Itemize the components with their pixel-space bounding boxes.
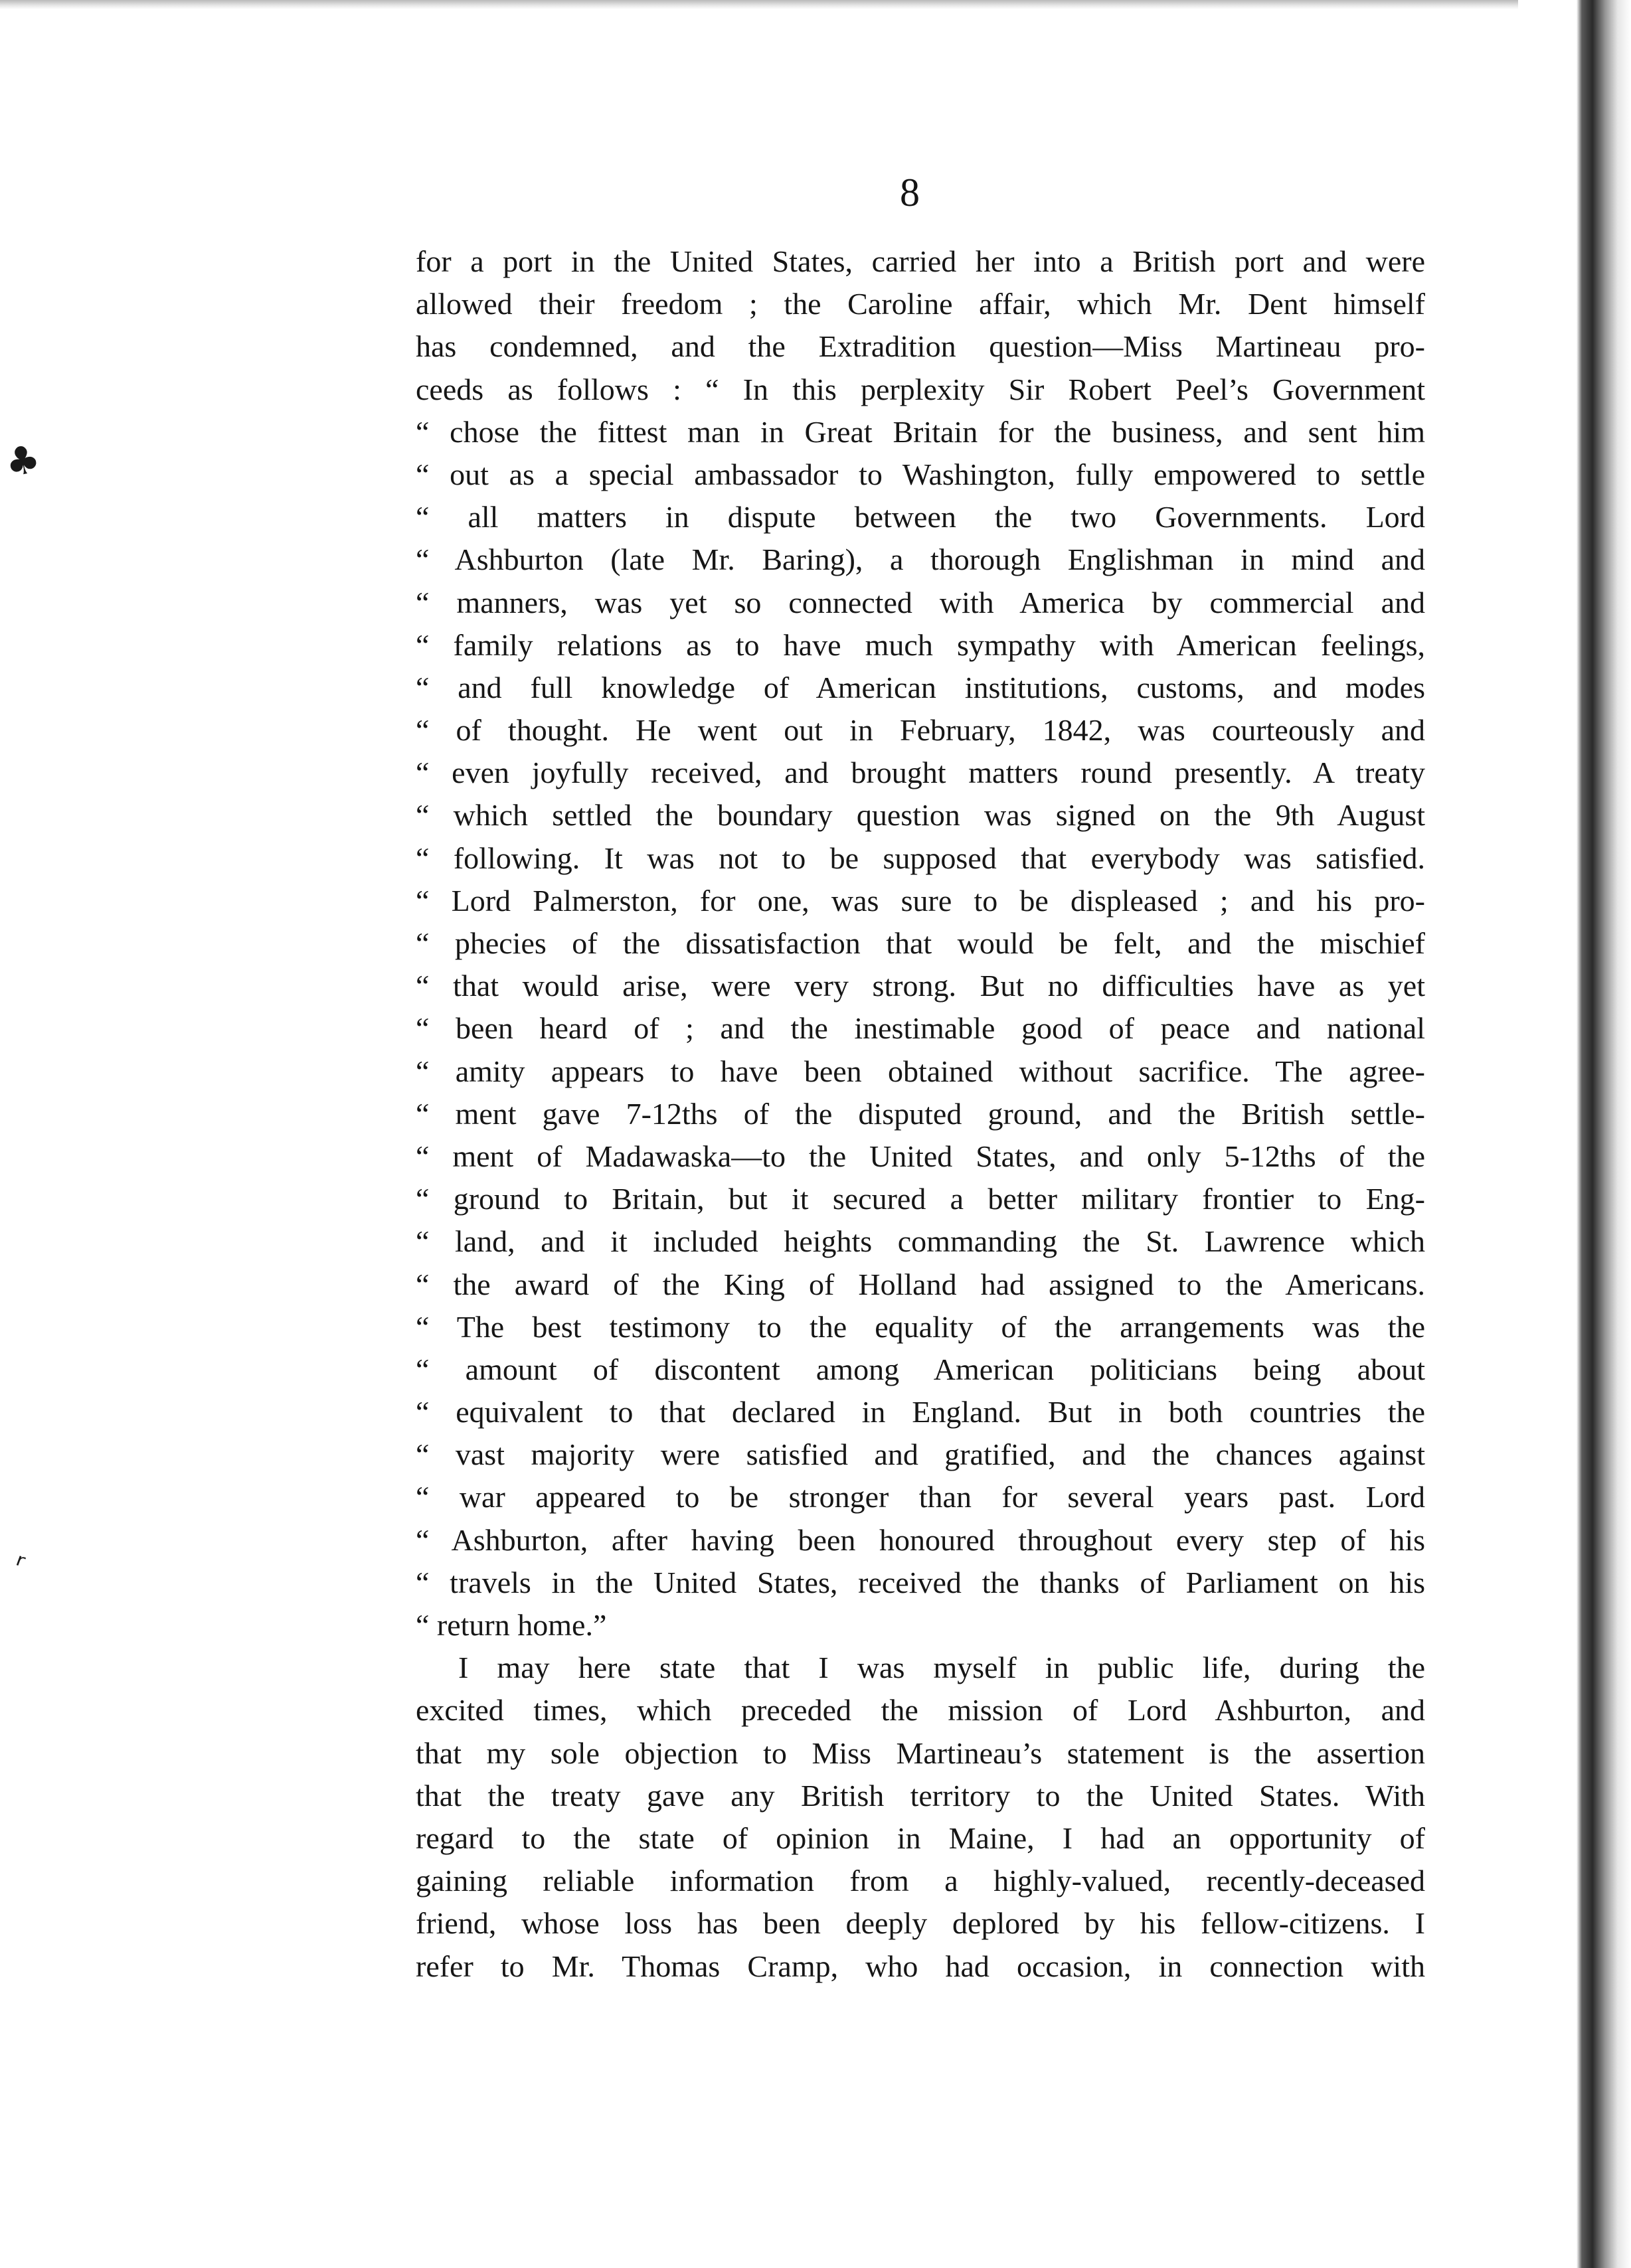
text-line: ceeds as follows : “ In this perplexity Sir Robert Peel’s Government bbox=[416, 372, 1425, 406]
text-line: allowed their freedom ; the Caroline affair, which Mr. Dent himself bbox=[416, 287, 1425, 321]
text-line: “ chose the fittest man in Great Britain for the business, and sent him bbox=[416, 414, 1425, 449]
page-number: 8 bbox=[900, 171, 920, 214]
text-line: that the treaty gave any British territory to the United States. With bbox=[416, 1778, 1425, 1813]
text-line: I may here state that I was myself in public life, during the bbox=[458, 1651, 1425, 1685]
margin-ink-mark: ʳ bbox=[8, 1546, 29, 1585]
text-line: “ ment gave 7-12ths of the disputed ground, and the British settle- bbox=[416, 1096, 1425, 1131]
text-line: “ travels in the United States, received the thanks of Parliament on his bbox=[416, 1565, 1425, 1599]
text-line: “ Ashburton (late Mr. Baring), a thorough Englishman in mind and bbox=[416, 542, 1425, 577]
text-line: “ ment of Madawaska—to the United States, and only 5-12ths of the bbox=[416, 1139, 1425, 1173]
text-line: “ war appeared to be stronger than for several years past. Lord bbox=[416, 1480, 1425, 1514]
text-line: has condemned, and the Extradition question—Miss Martineau pro- bbox=[416, 329, 1425, 364]
text-line: “ The best testimony to the equality of the arrangements was the bbox=[416, 1309, 1425, 1344]
text-line: “ ground to Britain, but it secured a better military frontier to Eng- bbox=[416, 1182, 1425, 1216]
text-line: “ which settled the boundary question was signed on the 9th August bbox=[416, 798, 1425, 833]
text-line: gaining reliable information from a highly-valued, recently-deceased bbox=[416, 1864, 1425, 1898]
text-line: “ amity appears to have been obtained without sacrifice. The agree- bbox=[416, 1054, 1425, 1088]
text-line: for a port in the United States, carried her into a British port and were bbox=[416, 244, 1425, 278]
text-line: that my sole objection to Miss Martineau’s statement is the assertion bbox=[416, 1736, 1425, 1770]
text-line: “ following. It was not to be supposed that everybody was satisfied. bbox=[416, 841, 1425, 875]
text-line: “ amount of discontent among American politicians being about bbox=[416, 1352, 1425, 1386]
text-line: “ the award of the King of Holland had assigned to the Americans. bbox=[416, 1267, 1425, 1301]
text-line: “ equivalent to that declared in England. But in both countries the bbox=[416, 1395, 1425, 1429]
text-line: friend, whose loss has been deeply deplored by his fellow-citizens. I bbox=[416, 1906, 1425, 1941]
text-line: “ return home.” bbox=[416, 1608, 607, 1642]
text-line: excited times, which preceded the mission of Lord Ashburton, and bbox=[416, 1693, 1425, 1728]
text-line: “ family relations as to have much sympathy with American feelings, bbox=[416, 627, 1425, 662]
text-line: “ all matters in dispute between the two Governments. Lord bbox=[416, 500, 1425, 534]
text-line: “ out as a special ambassador to Washington, fully empowered to settle bbox=[416, 457, 1425, 491]
scan-top-edge bbox=[0, 0, 1631, 9]
text-line: “ phecies of the dissatisfaction that would be felt, and the mischief bbox=[416, 926, 1425, 960]
text-line: “ vast majority were satisfied and gratified, and the chances against bbox=[416, 1437, 1425, 1472]
text-line: “ land, and it included heights commanding the St. Lawrence which bbox=[416, 1224, 1425, 1259]
body-text bbox=[416, 240, 1425, 1988]
text-line: regard to the state of opinion in Maine, I had an opportunity of bbox=[416, 1821, 1425, 1855]
text-line: “ of thought. He went out in February, 1842, was courteously and bbox=[416, 713, 1425, 748]
text-line: refer to Mr. Thomas Cramp, who had occasion, in connection with bbox=[416, 1949, 1425, 1983]
text-line: “ Lord Palmerston, for one, was sure to be displeased ; and his pro- bbox=[416, 883, 1425, 918]
text-line: “ that would arise, were very strong. But no difficulties have as yet bbox=[416, 969, 1425, 1003]
margin-ink-mark: ♣ bbox=[1, 435, 44, 487]
scan-binding-edge bbox=[1518, 0, 1631, 2268]
text-line: “ Ashburton, after having been honoured throughout every step of his bbox=[416, 1522, 1425, 1557]
text-line: “ been heard of ; and the inestimable good of peace and national bbox=[416, 1011, 1425, 1046]
text-line: “ even joyfully received, and brought matters round presently. A treaty bbox=[416, 756, 1425, 790]
text-line: “ manners, was yet so connected with America by commercial and bbox=[416, 585, 1425, 619]
text-line: “ and full knowledge of American institutions, customs, and modes bbox=[416, 670, 1425, 704]
